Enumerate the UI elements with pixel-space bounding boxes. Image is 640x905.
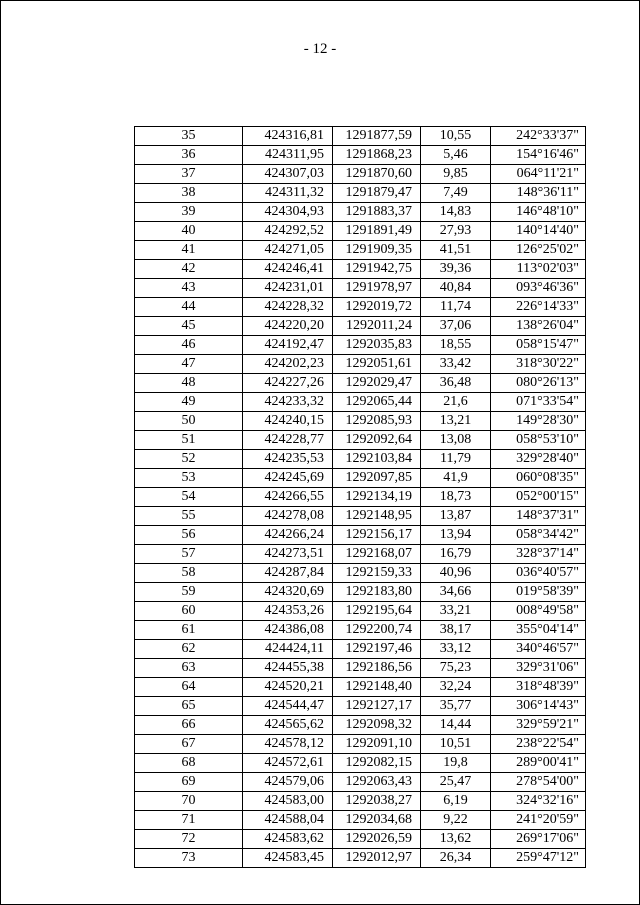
table-row [135, 260, 586, 279]
x-coordinate-cell: 424246,41 [243, 260, 333, 279]
y-coordinate-cell: 1292011,24 [333, 317, 421, 336]
bearing-cell: 238°22'54" [491, 735, 586, 754]
x-coordinate-cell: 424424,11 [243, 640, 333, 659]
table-row [135, 127, 586, 146]
y-coordinate-cell: 1292168,07 [333, 545, 421, 564]
point-number-cell: 61 [135, 621, 243, 640]
bearing-cell: 289°00'41" [491, 754, 586, 773]
table-row [135, 336, 586, 355]
length-cell: 9,22 [421, 811, 491, 830]
y-coordinate-cell: 1292098,32 [333, 716, 421, 735]
bearing-cell: 140°14'40" [491, 222, 586, 241]
x-coordinate-cell: 424307,03 [243, 165, 333, 184]
length-cell: 32,24 [421, 678, 491, 697]
bearing-cell: 324°32'16" [491, 792, 586, 811]
length-cell: 13,21 [421, 412, 491, 431]
x-coordinate-cell: 424544,47 [243, 697, 333, 716]
table-row [135, 773, 586, 792]
table-row [135, 811, 586, 830]
x-coordinate-cell: 424228,77 [243, 431, 333, 450]
x-coordinate-cell: 424579,06 [243, 773, 333, 792]
x-coordinate-cell: 424304,93 [243, 203, 333, 222]
length-cell: 14,83 [421, 203, 491, 222]
length-cell: 33,42 [421, 355, 491, 374]
length-cell: 37,06 [421, 317, 491, 336]
y-coordinate-cell: 1292134,19 [333, 488, 421, 507]
bearing-cell: 149°28'30" [491, 412, 586, 431]
bearing-cell: 241°20'59" [491, 811, 586, 830]
x-coordinate-cell: 424311,32 [243, 184, 333, 203]
y-coordinate-cell: 1291868,23 [333, 146, 421, 165]
x-coordinate-cell: 424192,47 [243, 336, 333, 355]
table-row [135, 184, 586, 203]
table-row [135, 564, 586, 583]
bearing-cell: 146°48'10" [491, 203, 586, 222]
point-number-cell: 39 [135, 203, 243, 222]
bearing-cell: 036°40'57" [491, 564, 586, 583]
point-number-cell: 71 [135, 811, 243, 830]
point-number-cell: 58 [135, 564, 243, 583]
y-coordinate-cell: 1292038,27 [333, 792, 421, 811]
table-row [135, 317, 586, 336]
y-coordinate-cell: 1291909,35 [333, 241, 421, 260]
bearing-cell: 126°25'02" [491, 241, 586, 260]
x-coordinate-cell: 424245,69 [243, 469, 333, 488]
bearing-cell: 052°00'15" [491, 488, 586, 507]
table-row [135, 355, 586, 374]
y-coordinate-cell: 1292097,85 [333, 469, 421, 488]
bearing-cell: 318°48'39" [491, 678, 586, 697]
x-coordinate-cell: 424220,20 [243, 317, 333, 336]
y-coordinate-cell: 1291978,97 [333, 279, 421, 298]
point-number-cell: 43 [135, 279, 243, 298]
length-cell: 19,8 [421, 754, 491, 773]
table-row [135, 393, 586, 412]
x-coordinate-cell: 424320,69 [243, 583, 333, 602]
bearing-cell: 058°15'47" [491, 336, 586, 355]
point-number-cell: 46 [135, 336, 243, 355]
y-coordinate-cell: 1292026,59 [333, 830, 421, 849]
coordinates-table-body [135, 127, 586, 868]
table-row [135, 678, 586, 697]
x-coordinate-cell: 424266,55 [243, 488, 333, 507]
bearing-cell: 340°46'57" [491, 640, 586, 659]
table-row [135, 488, 586, 507]
table-row [135, 507, 586, 526]
length-cell: 5,46 [421, 146, 491, 165]
length-cell: 18,73 [421, 488, 491, 507]
bearing-cell: 242°33'37" [491, 127, 586, 146]
table-row [135, 279, 586, 298]
point-number-cell: 54 [135, 488, 243, 507]
point-number-cell: 37 [135, 165, 243, 184]
length-cell: 7,49 [421, 184, 491, 203]
table-row [135, 735, 586, 754]
y-coordinate-cell: 1291870,60 [333, 165, 421, 184]
length-cell: 40,84 [421, 279, 491, 298]
point-number-cell: 48 [135, 374, 243, 393]
bearing-cell: 306°14'43" [491, 697, 586, 716]
length-cell: 14,44 [421, 716, 491, 735]
length-cell: 36,48 [421, 374, 491, 393]
y-coordinate-cell: 1292012,97 [333, 849, 421, 868]
length-cell: 34,66 [421, 583, 491, 602]
table-row [135, 146, 586, 165]
point-number-cell: 56 [135, 526, 243, 545]
y-coordinate-cell: 1291883,37 [333, 203, 421, 222]
bearing-cell: 328°37'14" [491, 545, 586, 564]
length-cell: 35,77 [421, 697, 491, 716]
point-number-cell: 52 [135, 450, 243, 469]
length-cell: 26,34 [421, 849, 491, 868]
length-cell: 11,74 [421, 298, 491, 317]
point-number-cell: 60 [135, 602, 243, 621]
point-number-cell: 41 [135, 241, 243, 260]
table-row [135, 754, 586, 773]
table-row [135, 412, 586, 431]
length-cell: 13,87 [421, 507, 491, 526]
point-number-cell: 73 [135, 849, 243, 868]
point-number-cell: 65 [135, 697, 243, 716]
table-row [135, 298, 586, 317]
bearing-cell: 329°59'21" [491, 716, 586, 735]
length-cell: 13,94 [421, 526, 491, 545]
table-row [135, 659, 586, 678]
y-coordinate-cell: 1291942,75 [333, 260, 421, 279]
length-cell: 41,9 [421, 469, 491, 488]
length-cell: 40,96 [421, 564, 491, 583]
point-number-cell: 69 [135, 773, 243, 792]
table-row [135, 621, 586, 640]
y-coordinate-cell: 1292159,33 [333, 564, 421, 583]
y-coordinate-cell: 1291879,47 [333, 184, 421, 203]
bearing-cell: 278°54'00" [491, 773, 586, 792]
table-row [135, 545, 586, 564]
length-cell: 39,36 [421, 260, 491, 279]
table-row [135, 716, 586, 735]
bearing-cell: 058°34'42" [491, 526, 586, 545]
x-coordinate-cell: 424578,12 [243, 735, 333, 754]
bearing-cell: 148°37'31" [491, 507, 586, 526]
length-cell: 13,08 [421, 431, 491, 450]
y-coordinate-cell: 1292103,84 [333, 450, 421, 469]
bearing-cell: 226°14'33" [491, 298, 586, 317]
x-coordinate-cell: 424292,52 [243, 222, 333, 241]
x-coordinate-cell: 424588,04 [243, 811, 333, 830]
y-coordinate-cell: 1292200,74 [333, 621, 421, 640]
y-coordinate-cell: 1292051,61 [333, 355, 421, 374]
point-number-cell: 38 [135, 184, 243, 203]
x-coordinate-cell: 424583,62 [243, 830, 333, 849]
x-coordinate-cell: 424271,05 [243, 241, 333, 260]
bearing-cell: 008°49'58" [491, 602, 586, 621]
length-cell: 10,51 [421, 735, 491, 754]
table-row [135, 792, 586, 811]
table-row [135, 374, 586, 393]
point-number-cell: 70 [135, 792, 243, 811]
bearing-cell: 093°46'36" [491, 279, 586, 298]
bearing-cell: 154°16'46" [491, 146, 586, 165]
bearing-cell: 318°30'22" [491, 355, 586, 374]
x-coordinate-cell: 424235,53 [243, 450, 333, 469]
x-coordinate-cell: 424266,24 [243, 526, 333, 545]
y-coordinate-cell: 1292029,47 [333, 374, 421, 393]
bearing-cell: 064°11'21" [491, 165, 586, 184]
bearing-cell: 329°31'06" [491, 659, 586, 678]
y-coordinate-cell: 1292127,17 [333, 697, 421, 716]
length-cell: 27,93 [421, 222, 491, 241]
length-cell: 13,62 [421, 830, 491, 849]
point-number-cell: 44 [135, 298, 243, 317]
point-number-cell: 67 [135, 735, 243, 754]
length-cell: 16,79 [421, 545, 491, 564]
point-number-cell: 47 [135, 355, 243, 374]
table-row [135, 203, 586, 222]
coordinates-table [134, 126, 586, 868]
table-row [135, 583, 586, 602]
x-coordinate-cell: 424353,26 [243, 602, 333, 621]
table-row [135, 431, 586, 450]
x-coordinate-cell: 424228,32 [243, 298, 333, 317]
length-cell: 11,79 [421, 450, 491, 469]
bearing-cell: 080°26'13" [491, 374, 586, 393]
table-row [135, 222, 586, 241]
y-coordinate-cell: 1292186,56 [333, 659, 421, 678]
length-cell: 38,17 [421, 621, 491, 640]
x-coordinate-cell: 424455,38 [243, 659, 333, 678]
y-coordinate-cell: 1292156,17 [333, 526, 421, 545]
y-coordinate-cell: 1292091,10 [333, 735, 421, 754]
table-row [135, 469, 586, 488]
y-coordinate-cell: 1292035,83 [333, 336, 421, 355]
x-coordinate-cell: 424386,08 [243, 621, 333, 640]
x-coordinate-cell: 424565,62 [243, 716, 333, 735]
bearing-cell: 355°04'14" [491, 621, 586, 640]
point-number-cell: 40 [135, 222, 243, 241]
y-coordinate-cell: 1292063,43 [333, 773, 421, 792]
x-coordinate-cell: 424287,84 [243, 564, 333, 583]
y-coordinate-cell: 1292183,80 [333, 583, 421, 602]
length-cell: 6,19 [421, 792, 491, 811]
table-row [135, 849, 586, 868]
length-cell: 21,6 [421, 393, 491, 412]
table-row [135, 450, 586, 469]
x-coordinate-cell: 424231,01 [243, 279, 333, 298]
y-coordinate-cell: 1292085,93 [333, 412, 421, 431]
length-cell: 18,55 [421, 336, 491, 355]
table-row [135, 640, 586, 659]
x-coordinate-cell: 424240,15 [243, 412, 333, 431]
x-coordinate-cell: 424520,21 [243, 678, 333, 697]
y-coordinate-cell: 1292197,46 [333, 640, 421, 659]
bearing-cell: 138°26'04" [491, 317, 586, 336]
length-cell: 33,12 [421, 640, 491, 659]
table-row [135, 165, 586, 184]
point-number-cell: 45 [135, 317, 243, 336]
x-coordinate-cell: 424311,95 [243, 146, 333, 165]
bearing-cell: 113°02'03" [491, 260, 586, 279]
x-coordinate-cell: 424316,81 [243, 127, 333, 146]
table-row [135, 526, 586, 545]
y-coordinate-cell: 1292034,68 [333, 811, 421, 830]
y-coordinate-cell: 1292195,64 [333, 602, 421, 621]
length-cell: 33,21 [421, 602, 491, 621]
page-number: - 12 - [303, 41, 337, 57]
x-coordinate-cell: 424233,32 [243, 393, 333, 412]
length-cell: 41,51 [421, 241, 491, 260]
length-cell: 9,85 [421, 165, 491, 184]
bearing-cell: 329°28'40" [491, 450, 586, 469]
bearing-cell: 019°58'39" [491, 583, 586, 602]
point-number-cell: 36 [135, 146, 243, 165]
x-coordinate-cell: 424202,23 [243, 355, 333, 374]
length-cell: 10,55 [421, 127, 491, 146]
bearing-cell: 269°17'06" [491, 830, 586, 849]
point-number-cell: 55 [135, 507, 243, 526]
bearing-cell: 071°33'54" [491, 393, 586, 412]
x-coordinate-cell: 424273,51 [243, 545, 333, 564]
bearing-cell: 058°53'10" [491, 431, 586, 450]
point-number-cell: 51 [135, 431, 243, 450]
point-number-cell: 64 [135, 678, 243, 697]
point-number-cell: 53 [135, 469, 243, 488]
point-number-cell: 42 [135, 260, 243, 279]
bearing-cell: 148°36'11" [491, 184, 586, 203]
bearing-cell: 060°08'35" [491, 469, 586, 488]
point-number-cell: 63 [135, 659, 243, 678]
table-row [135, 602, 586, 621]
x-coordinate-cell: 424227,26 [243, 374, 333, 393]
bearing-cell: 259°47'12" [491, 849, 586, 868]
y-coordinate-cell: 1292082,15 [333, 754, 421, 773]
table-row [135, 697, 586, 716]
point-number-cell: 72 [135, 830, 243, 849]
length-cell: 75,23 [421, 659, 491, 678]
point-number-cell: 49 [135, 393, 243, 412]
point-number-cell: 68 [135, 754, 243, 773]
x-coordinate-cell: 424278,08 [243, 507, 333, 526]
x-coordinate-cell: 424583,00 [243, 792, 333, 811]
y-coordinate-cell: 1292148,95 [333, 507, 421, 526]
point-number-cell: 35 [135, 127, 243, 146]
y-coordinate-cell: 1291877,59 [333, 127, 421, 146]
y-coordinate-cell: 1291891,49 [333, 222, 421, 241]
point-number-cell: 62 [135, 640, 243, 659]
table-row [135, 830, 586, 849]
length-cell: 25,47 [421, 773, 491, 792]
y-coordinate-cell: 1292092,64 [333, 431, 421, 450]
point-number-cell: 57 [135, 545, 243, 564]
table-row [135, 241, 586, 260]
x-coordinate-cell: 424572,61 [243, 754, 333, 773]
point-number-cell: 59 [135, 583, 243, 602]
y-coordinate-cell: 1292065,44 [333, 393, 421, 412]
point-number-cell: 66 [135, 716, 243, 735]
point-number-cell: 50 [135, 412, 243, 431]
y-coordinate-cell: 1292019,72 [333, 298, 421, 317]
x-coordinate-cell: 424583,45 [243, 849, 333, 868]
y-coordinate-cell: 1292148,40 [333, 678, 421, 697]
